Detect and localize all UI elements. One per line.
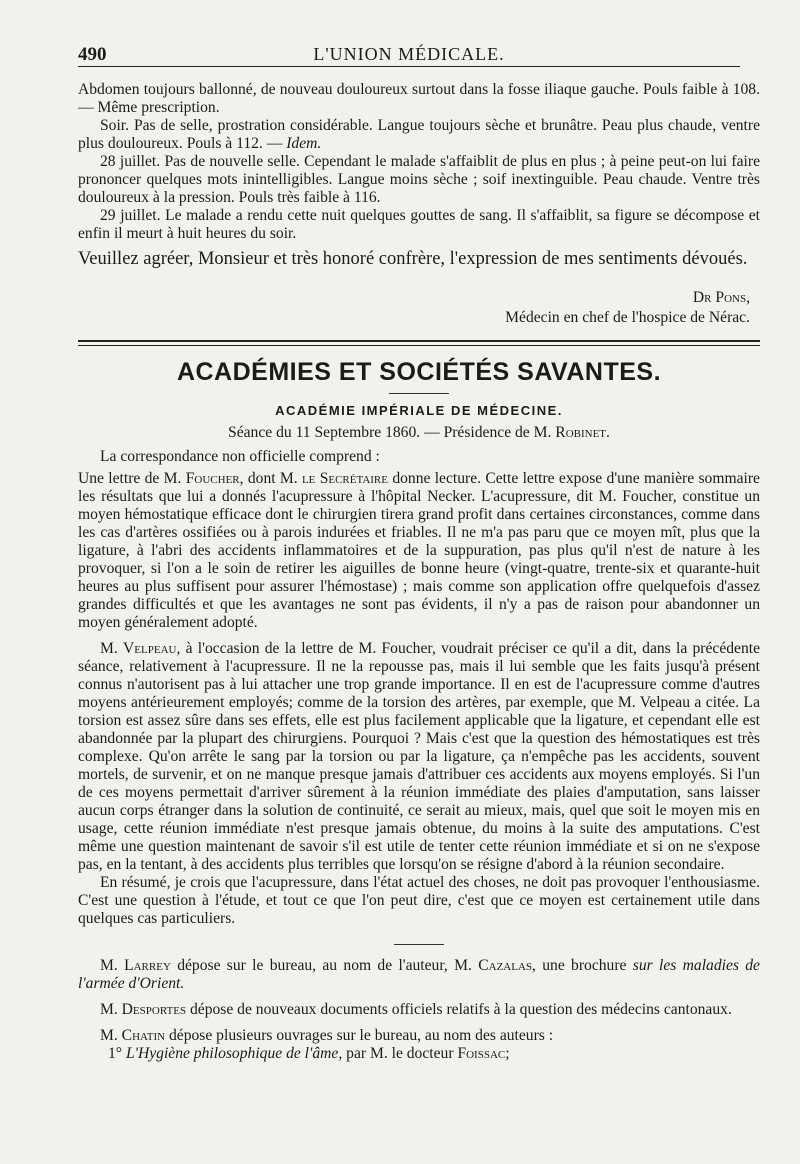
desportes-paragraph: M. Desportes dépose de nouveaux documents officiels relatifs à la question des médecins cantonaux. — [100, 1000, 732, 1018]
case-report — [78, 81, 760, 328]
correspondence-intro: La correspondance non officielle comprend : — [100, 447, 380, 465]
larrey-paragraph: M. Larrey dépose sur le bureau, au nom de l'auteur, M. Cazalas, une brochure sur les maladies de l'armée d'Orient. — [78, 956, 760, 992]
case-paragraph-1: Abdomen toujours ballonné, de nouveau douloureux surtout dans la fosse iliaque gauche. Pouls faible à 108. — Même prescription. — [78, 81, 760, 116]
case-paragraph-2-italic: Idem. — [286, 135, 322, 152]
list-item-1: 1° L'Hygiène philosophique de l'âme, par M. le docteur Foissac; — [108, 1044, 510, 1062]
section-divider — [78, 340, 760, 346]
letter-closing: Veuillez agréer, Monsieur et très honoré confrère, l'expression de mes sentiments dévoués. — [78, 249, 748, 269]
president-name: Robinet. — [555, 423, 610, 441]
resume-paragraph: En résumé, je crois que l'acupressure, dans l'état actuel des choses, ne doit pas provoquer l'enthousiasme. C'est une question à l'étude, et tout ce que l'on peut dire, c'est que ce moyen est certainement utile dans quelques cas particuliers. — [78, 873, 760, 927]
case-paragraph-2-text: Soir. Pas de selle, prostration considérable. Langue toujours sèche et brunâtre. Peau plus chaude, ventre plus douloureux. Pouls à 112. — — [78, 117, 760, 152]
signature-name: Dr Pons, — [692, 288, 750, 306]
case-paragraph-2 — [78, 117, 760, 153]
subsection-title: ACADÉMIE IMPÉRIALE DE MÉDECINE. — [275, 402, 563, 418]
session-line: Séance du 11 Septembre 1860. — Présidence de M. Robinet. — [228, 423, 610, 441]
journal-title: L'UNION MÉDICALE. — [313, 44, 505, 64]
page-number: 490 — [78, 44, 107, 65]
section-title: ACADÉMIES ET SOCIÉTÉS SAVANTES. — [176, 357, 662, 386]
case-paragraph-3: 28 juillet. Pas de nouvelle selle. Cependant le malade s'affaiblit de plus en plus ; à peine peut-on lui faire prononcer quelques mots inintelligibles. Langue moins sèche ; soif inextinguible. Peau chaude. Ventre très douloureux à la pression. Pouls très faible à 116. — [78, 153, 760, 206]
running-head — [78, 36, 740, 67]
case-paragraph-4: 29 juillet. Le malade a rendu cette nuit quelques gouttes de sang. Il s'affaiblit, sa figure se décompose et enfin il meurt à huit heures du soir. — [78, 207, 760, 242]
academy-proceedings — [78, 448, 760, 1063]
mini-rule — [394, 944, 444, 945]
chatin-paragraph: M. Chatin dépose plusieurs ouvrages sur le bureau, au nom des auteurs : — [100, 1026, 554, 1044]
short-rule — [389, 393, 449, 394]
foucher-paragraph: Une lettre de M. Foucher, dont M. le Secrétaire donne lecture. Cette lettre expose d'une manière sommaire les résultats que lui a donnés l'acupressure à l'hôpital Necker. L'acupressure, dit M. Foucher, constitue un moyen hémostatique efficace dont le chirurgien tirera grand profit dans certaines circonstances, comme dans les cas d'artères ossifiées ou à parois indurées et friables. Il ne m'a pas paru que ce moyen mît, plus que la ligature, à l'abri des accidents inflammatoires et de la suppuration, pas plus qu'il n'est de nature à les provoquer, si l'on a le soin de retirer les aiguilles de bonne heure (vingt-quatre, trente-six et quarante-huit heures au plus suffisent pour assurer l'hémostase) ; mais comme son application offre quelquefois d'assez grandes difficultés et que les avantages ne sont pas évidents, il n'y a pas de raison pour abandonner un moyen généralement adopté. — [78, 469, 760, 631]
signature-title: Médecin en chef de l'hospice de Nérac. — [505, 308, 750, 326]
velpeau-paragraph: M. Velpeau, à l'occasion de la lettre de M. Foucher, voudrait préciser ce qu'il a dit, dans la précédente séance, relativement à l'acupressure. Il ne la repousse pas, mais il lui semble que les faits jusqu'à présent connus n'autorisent pas à lui attacher une trop grande importance. Il en est de l'acupressure comme d'autres moyens antérieurement employés; comme de la torsion des artères, par exemple, que M. Velpeau a citée. La torsion est assez sûre dans ses effets, elle est plus facilement applicable que la ligature, et cependant elle est abandonnée par la plupart des chirurgiens. Pourquoi ? Mais c'est que la question des hémostatiques est très complexe. Qu'on arrête le sang par la torsion ou par la ligature, ça n'empêche pas les accidents, souvent mortels, de survenir, et on ne manque presque jamais d'attribuer ces accidents aux moyens employés. Si l'un de ces moyens permettait d'arriver sûrement à la réunion immédiate des plaies d'amputation, sans laisser aucun corps étranger dans la solution de continuité, ce serait au mieux, mais, quel que soit le moyen mis en usage, cette réunion immédiate n'est presque jamais obtenue, du moins à la suite des amputations. C'est même une question maintenant de savoir s'il est utile de tenter cette réunion immédiate et si on ne s'expose pas, en la tentant, à des accidents plus terribles que lorsqu'on se résigne d'abord à la réunion secondaire. — [78, 639, 761, 873]
